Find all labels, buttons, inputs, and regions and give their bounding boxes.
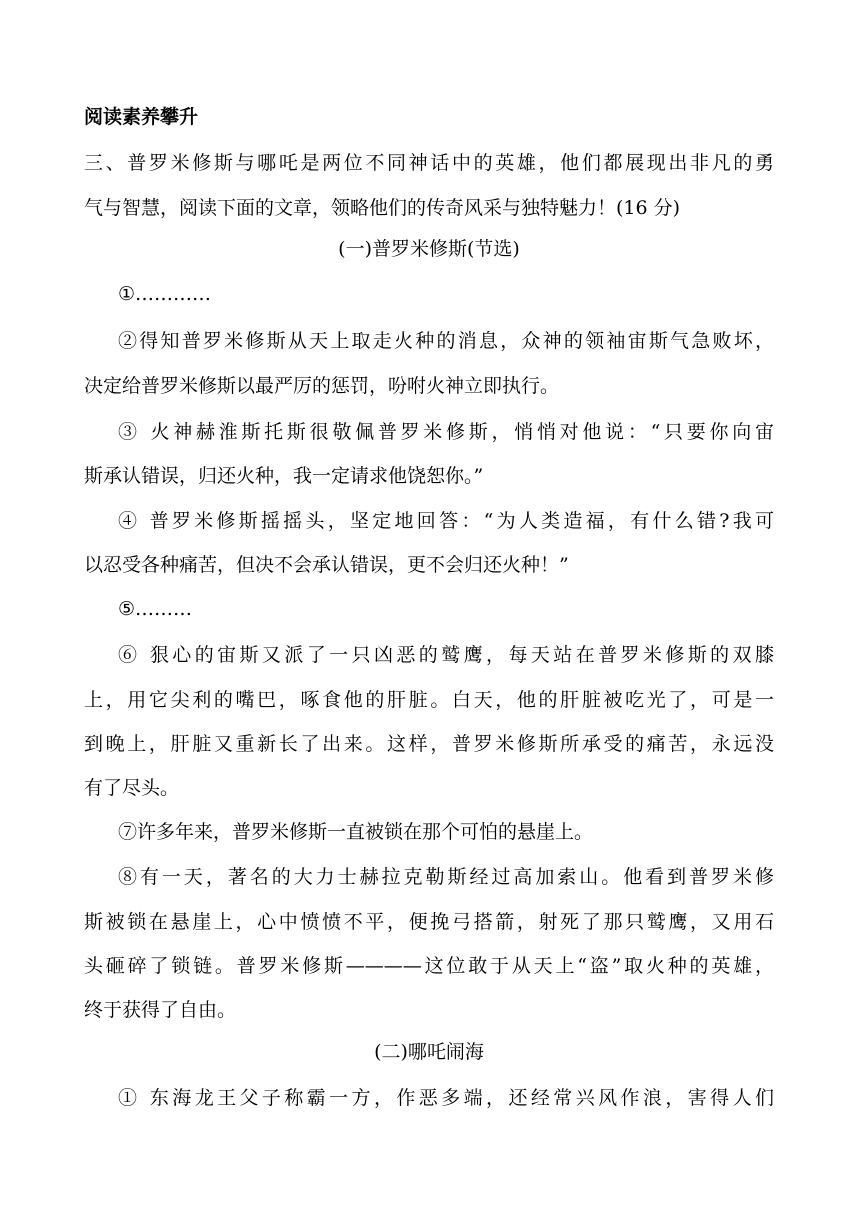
passage-2-title: (二)哪吒闹海 — [374, 1041, 484, 1063]
passage-1-paragraph-1: ①………… — [118, 283, 212, 305]
passage-1-paragraph-4-line-2: 以忍受各种痛苦，但决不会承认错误，更不会归还火种！” — [84, 554, 569, 576]
passage-1-paragraph-6-line-2: 上，用它尖利的嘴巴，啄食他的肝脏。白天，他的肝脏被吃光了，可是一 — [84, 689, 774, 711]
passage-1-paragraph-2-line-2: 决定给普罗米修斯以最严厉的惩罚，吩咐火神立即执行。 — [84, 375, 560, 397]
passage-1-paragraph-2-line-1: ②得知普罗米修斯从天上取走火种的消息，众神的领袖宙斯气急败坏， — [118, 330, 774, 352]
section-title: 阅读素养攀升 — [84, 106, 199, 128]
passage-1-paragraph-3-line-1: ③ 火神赫淮斯托斯很敬佩普罗米修斯，悄悄对他说：“只要你向宙 — [118, 421, 774, 443]
passage-1-paragraph-3-line-2: 斯承认错误，归还火种，我一定请求他饶恕你。” — [84, 465, 484, 487]
question-prompt-line-2: 气与智慧，阅读下面的文章，领略他们的传奇风采与独特魅力！(16 分) — [84, 197, 681, 219]
passage-1-paragraph-6-line-3: 到晚上，肝脏又重新长了出来。这样，普罗米修斯所承受的痛苦，永远没 — [84, 733, 774, 755]
question-prompt-line-1: 三、普罗米修斯与哪吒是两位不同神话中的英雄，他们都展现出非凡的勇 — [84, 152, 774, 174]
passage-1-paragraph-6-line-1: ⑥ 狠心的宙斯又派了一只凶恶的鹫鹰，每天站在普罗米修斯的双膝 — [118, 644, 774, 666]
passage-1-paragraph-7: ⑦许多年来，普罗米修斯一直被锁在那个可怕的悬崖上。 — [118, 821, 594, 843]
passage-2-paragraph-1-line-1: ① 东海龙王父子称霸一方，作恶多端，还经常兴风作浪，害得人们 — [118, 1087, 774, 1109]
passage-1-paragraph-5: ⑤……… — [118, 598, 193, 620]
passage-1-paragraph-8-line-3: 头砸碎了锁链。普罗米修斯————这位敢于从天上“盗”取火种的英雄， — [84, 955, 774, 977]
passage-1-paragraph-6-line-4: 有了尽头。 — [84, 777, 180, 799]
passage-1-paragraph-8-line-2: 斯被锁在悬崖上，心中愤愤不平，便挽弓搭箭，射死了那只鹫鹰，又用石 — [84, 911, 774, 933]
passage-1-title: (一)普罗米修斯(节选) — [338, 238, 520, 260]
passage-1-paragraph-8-line-1: ⑧有一天，著名的大力士赫拉克勒斯经过高加索山。他看到普罗米修 — [118, 866, 774, 888]
passage-1-paragraph-4-line-1: ④ 普罗米修斯摇摇头，坚定地回答：“为人类造福，有什么错?我可 — [118, 510, 774, 532]
passage-1-paragraph-8-line-4: 终于获得了自由。 — [84, 999, 237, 1021]
